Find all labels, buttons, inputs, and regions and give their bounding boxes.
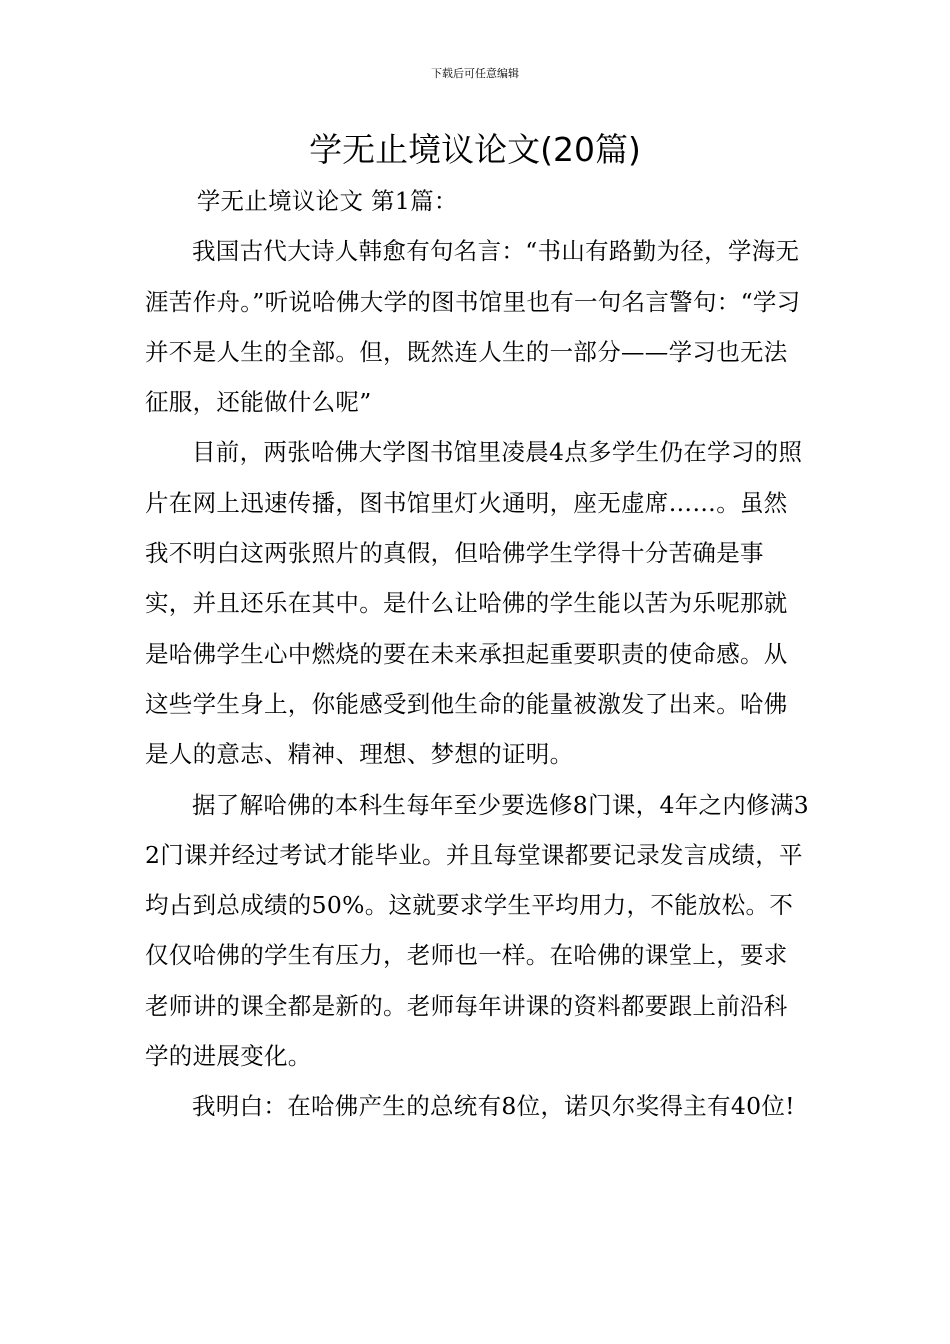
document-body bbox=[145, 176, 809, 1132]
paragraph-2: 目前，两张哈佛大学图书馆里凌晨4点多学生仍在学习的照片在网上迅速传播，图书馆里灯火通明，座无虚席……。虽然我不明白这两张照片的真假，但哈佛学生学得十分苦确是事实，并且还乐在其中。是什么让哈佛的学生能以苦为乐呢那就是哈佛学生心中燃烧的要在未来承担起重要职责的使命感。从这些学生身上，你能感受到他生命的能量被激发了出来。哈佛是人的意志、精神、理想、梦想的证明。 bbox=[145, 438, 803, 769]
paragraph-4: 我明白：在哈佛产生的总统有8位，诺贝尔奖得主有40位! bbox=[192, 1092, 795, 1121]
document-title: 学无止境议论文(20篇) bbox=[309, 130, 641, 169]
paragraph-3: 据了解哈佛的本科生每年至少要选修8门课，4年之内修满32门课并经过考试才能毕业。并且每堂课都要记录发言成绩，平均占到总成绩的50%。这就要求学生平均用力，不能放松。不仅仅哈佛的学生有压力，老师也一样。在哈佛的课堂上，要求老师讲的课全都是新的。老师每年讲课的资料都要跟上前沿科学的进展变化。 bbox=[145, 790, 809, 1071]
paragraph-1: 我国古代大诗人韩愈有句名言：“书山有路勤为径，学海无涯苦作舟。”听说哈佛大学的图书馆里也有一句名言警句：“学习并不是人生的全部。但，既然连人生的一部分——学习也无法征服，还能做什么呢” bbox=[145, 237, 801, 417]
header-note: 下载后可任意编辑 bbox=[431, 67, 519, 80]
document-subtitle: 学无止境议论文 第1篇： bbox=[196, 187, 458, 215]
